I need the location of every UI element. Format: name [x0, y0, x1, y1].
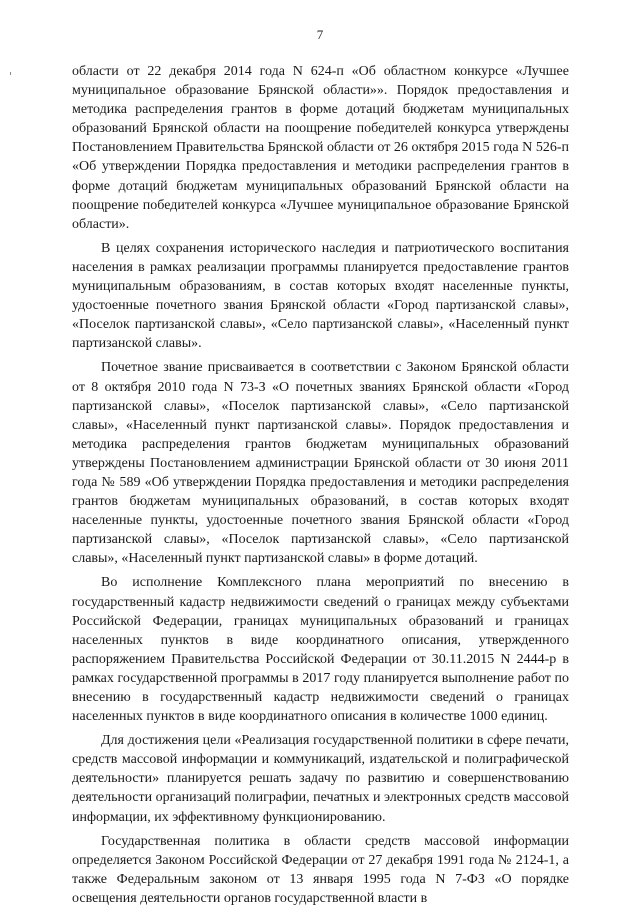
document-body [72, 62, 569, 913]
paragraph-honorary-title: Почетное звание присваивается в соответствии с Законом Брянской области от 8 октября 2010 года N 73-З «О почетных званиях Брянской области «Город партизанской славы», «Поселок партизанской славы», «Село партизанской славы», «Населенный пункт партизанской славы». Порядок предоставления и методика распределения грантов бюджетам муниципальных образований утверждены Постановлением администрации Брянской области от 30 июня 2011 года № 589 «Об утверждении Порядка предоставления и методики распределения грантов бюджетам муниципальных образований, в состав которых входят населенные пункты, удостоенные почетного звания Брянской области «Город партизанской славы», «Поселок партизанской славы», «Село партизанской славы», «Населенный пункт партизанской славы» в форме дотаций. [72, 360, 569, 567]
paragraph-press-policy-goal: Для достижения цели «Реализация государственной политики в сфере печати, средств массовой информации и коммуникаций, издательской и полиграфической деятельности» планируется решать задачу по развитию и совершенствованию деятельности организаций полиграфии, печатных и электронных средств массовой информации, их эффективному функционированию. [72, 733, 569, 825]
page-number: 7 [316, 27, 324, 42]
paragraph-cadastre-boundaries: Во исполнение Комплексного плана мероприятий по внесению в государственный кадастр недвижимости сведений о границах между субъектами Российской Федерации, границах муниципальных образований и границах населенных пунктов в виде координатного описания, утвержденного распоряжением Правительства Российской Федерации от 30.11.2015 N 2444-р в рамках государственной программы в 2017 году планируется выполнение работ по внесению в государственный кадастр недвижимости сведений о границах населенных пунктов в виде координатного описания в количестве 1000 единиц. [72, 575, 569, 725]
paragraph-mass-media-policy: Государственная политика в области средств массовой информации определяется Законом Российской Федерации от 27 декабря 1991 года № 2124-1, а также Федеральным законом от 13 января 1995 года N 7-ФЗ «О порядке освещения деятельности органов государственной власти в [72, 833, 569, 906]
paragraph-historical-heritage: В целях сохранения исторического наследия и патриотического воспитания населения в рамках реализации программы планируется предоставление грантов муниципальным образованиям, в состав которых входят населенные пункты, удостоенные почетного звания Брянской области «Город партизанской славы», «Поселок партизанской славы», «Село партизанской славы», «Населенный пункт партизанской славы». [72, 240, 569, 352]
scan-margin-mark [10, 72, 11, 75]
paragraph-grant-contest-continuation: области от 22 декабря 2014 года N 624-п «Об областном конкурсе «Лучшее муниципальное образование Брянской области»». Порядок предоставления и методика распределения грантов в форме дотаций бюджетам муниципальных образований Брянской области на поощрение победителей конкурса утверждены Постановлением Правительства Брянской области от 26 октября 2015 года N 526-п «Об утверждении Порядка предоставления и методики распределения грантов в форме дотаций бюджетам муниципальных образований Брянской области на поощрение победителей конкурса «Лучшее муниципальное образование Брянской области». [72, 64, 569, 232]
